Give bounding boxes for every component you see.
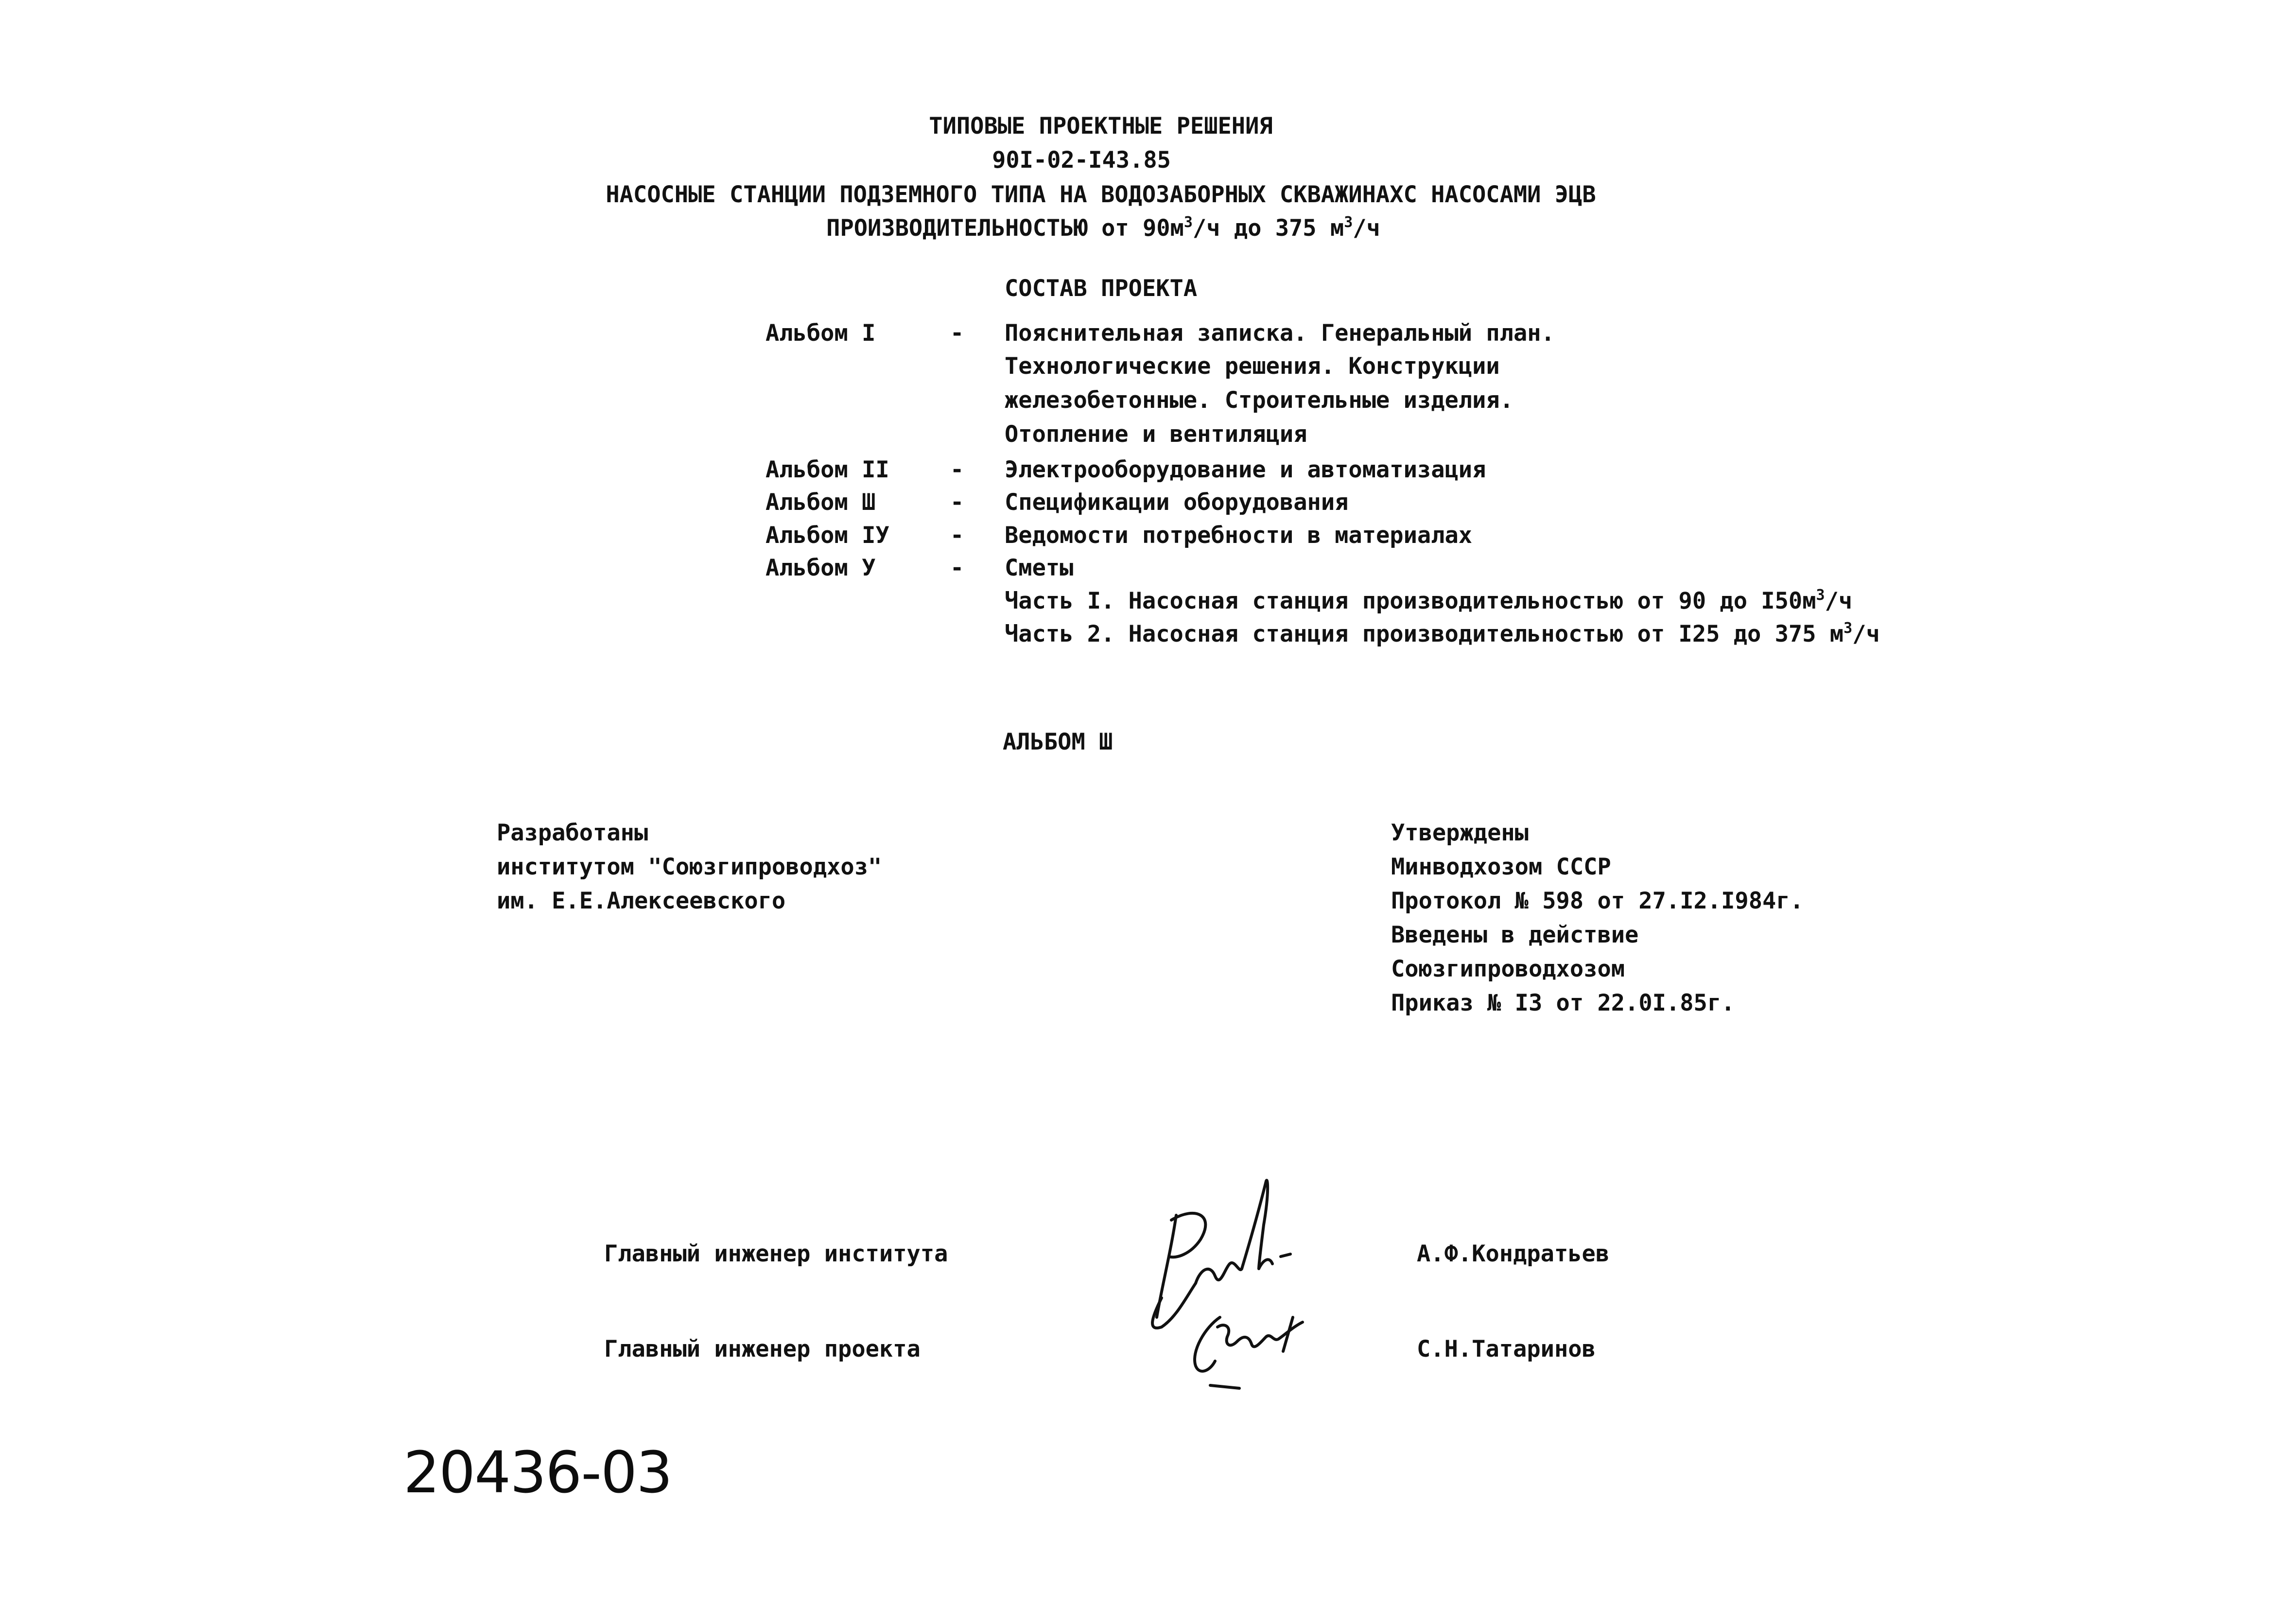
part-2-sup: 3 — [1844, 620, 1853, 637]
developed-line-2: институтом "Союзгипроводхоз" — [497, 854, 882, 880]
album-3-line-1: Спецификации оборудования — [1005, 489, 1349, 516]
part-1-text: Часть I. Насосная станция производительностью от 90 до I50м — [1005, 588, 1816, 614]
album-3-dash: - — [950, 489, 964, 516]
album-1-line-2: Технологические решения. Конструкции — [1005, 353, 1500, 380]
part-2 — [1005, 620, 1880, 647]
album-2-dash: - — [950, 456, 964, 483]
chief-engineer-institute-name: А.Ф.Кондратьев — [1417, 1240, 1610, 1267]
part-2-text: Часть 2. Насосная станция производительностью от I25 до 375 м — [1005, 621, 1844, 647]
album-5-name: Альбом У — [765, 555, 876, 581]
chief-engineer-project-label: Главный инженер проекта — [604, 1336, 921, 1362]
handwritten-inventory-number: 20436-03 — [403, 1439, 672, 1506]
album-4-dash: - — [950, 522, 964, 549]
album-2-line-1: Электрооборудование и автоматизация — [1005, 456, 1486, 483]
album-1-line-3: железобетонные. Строительные изделия. — [1005, 387, 1513, 414]
developed-line-3: им. Е.Е.Алексеевского — [497, 888, 786, 914]
album-2-name: Альбом II — [765, 456, 889, 483]
album-1-dash: - — [950, 320, 964, 347]
capacity-sup-2: 3 — [1344, 214, 1353, 231]
album-5-line-1: Сметы — [1005, 555, 1074, 581]
part-1-unit: /ч — [1825, 588, 1853, 614]
album-4-name: Альбом IУ — [765, 522, 889, 549]
part-1 — [1005, 587, 1853, 614]
album-3-name: Альбом Ш — [765, 489, 876, 516]
approved-line-6: Приказ № I3 от 22.0I.85г. — [1391, 990, 1735, 1016]
album-4-line-1: Ведомости потребности в материалах — [1005, 522, 1473, 549]
approved-line-5: Союзгипроводхозом — [1391, 956, 1625, 982]
capacity-text-2: /ч до 375 м — [1192, 215, 1344, 242]
approved-line-1: Утверждены — [1391, 820, 1529, 846]
approved-line-4: Введены в действие — [1391, 922, 1639, 948]
album-5-dash: - — [950, 555, 964, 581]
album-1-line-4: Отопление и вентиляция — [1005, 421, 1307, 448]
part-1-sup: 3 — [1816, 587, 1825, 604]
signature-tatarinov-icon — [1176, 1298, 1322, 1395]
album-1-name: Альбом I — [765, 320, 876, 347]
part-2-unit: /ч — [1852, 621, 1880, 647]
composition-title: СОСТАВ ПРОЕКТА — [1005, 275, 1198, 302]
chief-engineer-institute-label: Главный инженер института — [604, 1240, 948, 1267]
album-1-line-1: Пояснительная записка. Генеральный план. — [1005, 320, 1555, 347]
capacity-text-3: /ч — [1353, 215, 1380, 242]
album-title: АЛЬБОМ Ш — [1003, 729, 1113, 755]
chief-engineer-project-name: С.Н.Татаринов — [1417, 1336, 1596, 1362]
capacity-sup-1: 3 — [1183, 214, 1193, 231]
approved-line-2: Минводхозом СССР — [1391, 854, 1611, 880]
header-title: НАСОСНЫЕ СТАНЦИИ ПОДЗЕМНОГО ТИПА НА ВОДОЗАБОРНЫХ СКВАЖИНАХС НАСОСАМИ ЭЦВ — [606, 181, 1596, 208]
header-line-1: ТИПОВЫЕ ПРОЕКТНЫЕ РЕШЕНИЯ — [929, 113, 1273, 140]
developed-line-1: Разработаны — [497, 820, 648, 846]
capacity-text-1: ПРОИЗВОДИТЕЛЬНОСТЬЮ от 90м — [826, 215, 1184, 242]
approved-line-3: Протокол № 598 от 27.I2.I984г. — [1391, 888, 1804, 914]
header-capacity — [826, 214, 1380, 242]
header-doc-number: 90I-02-I43.85 — [992, 147, 1171, 174]
